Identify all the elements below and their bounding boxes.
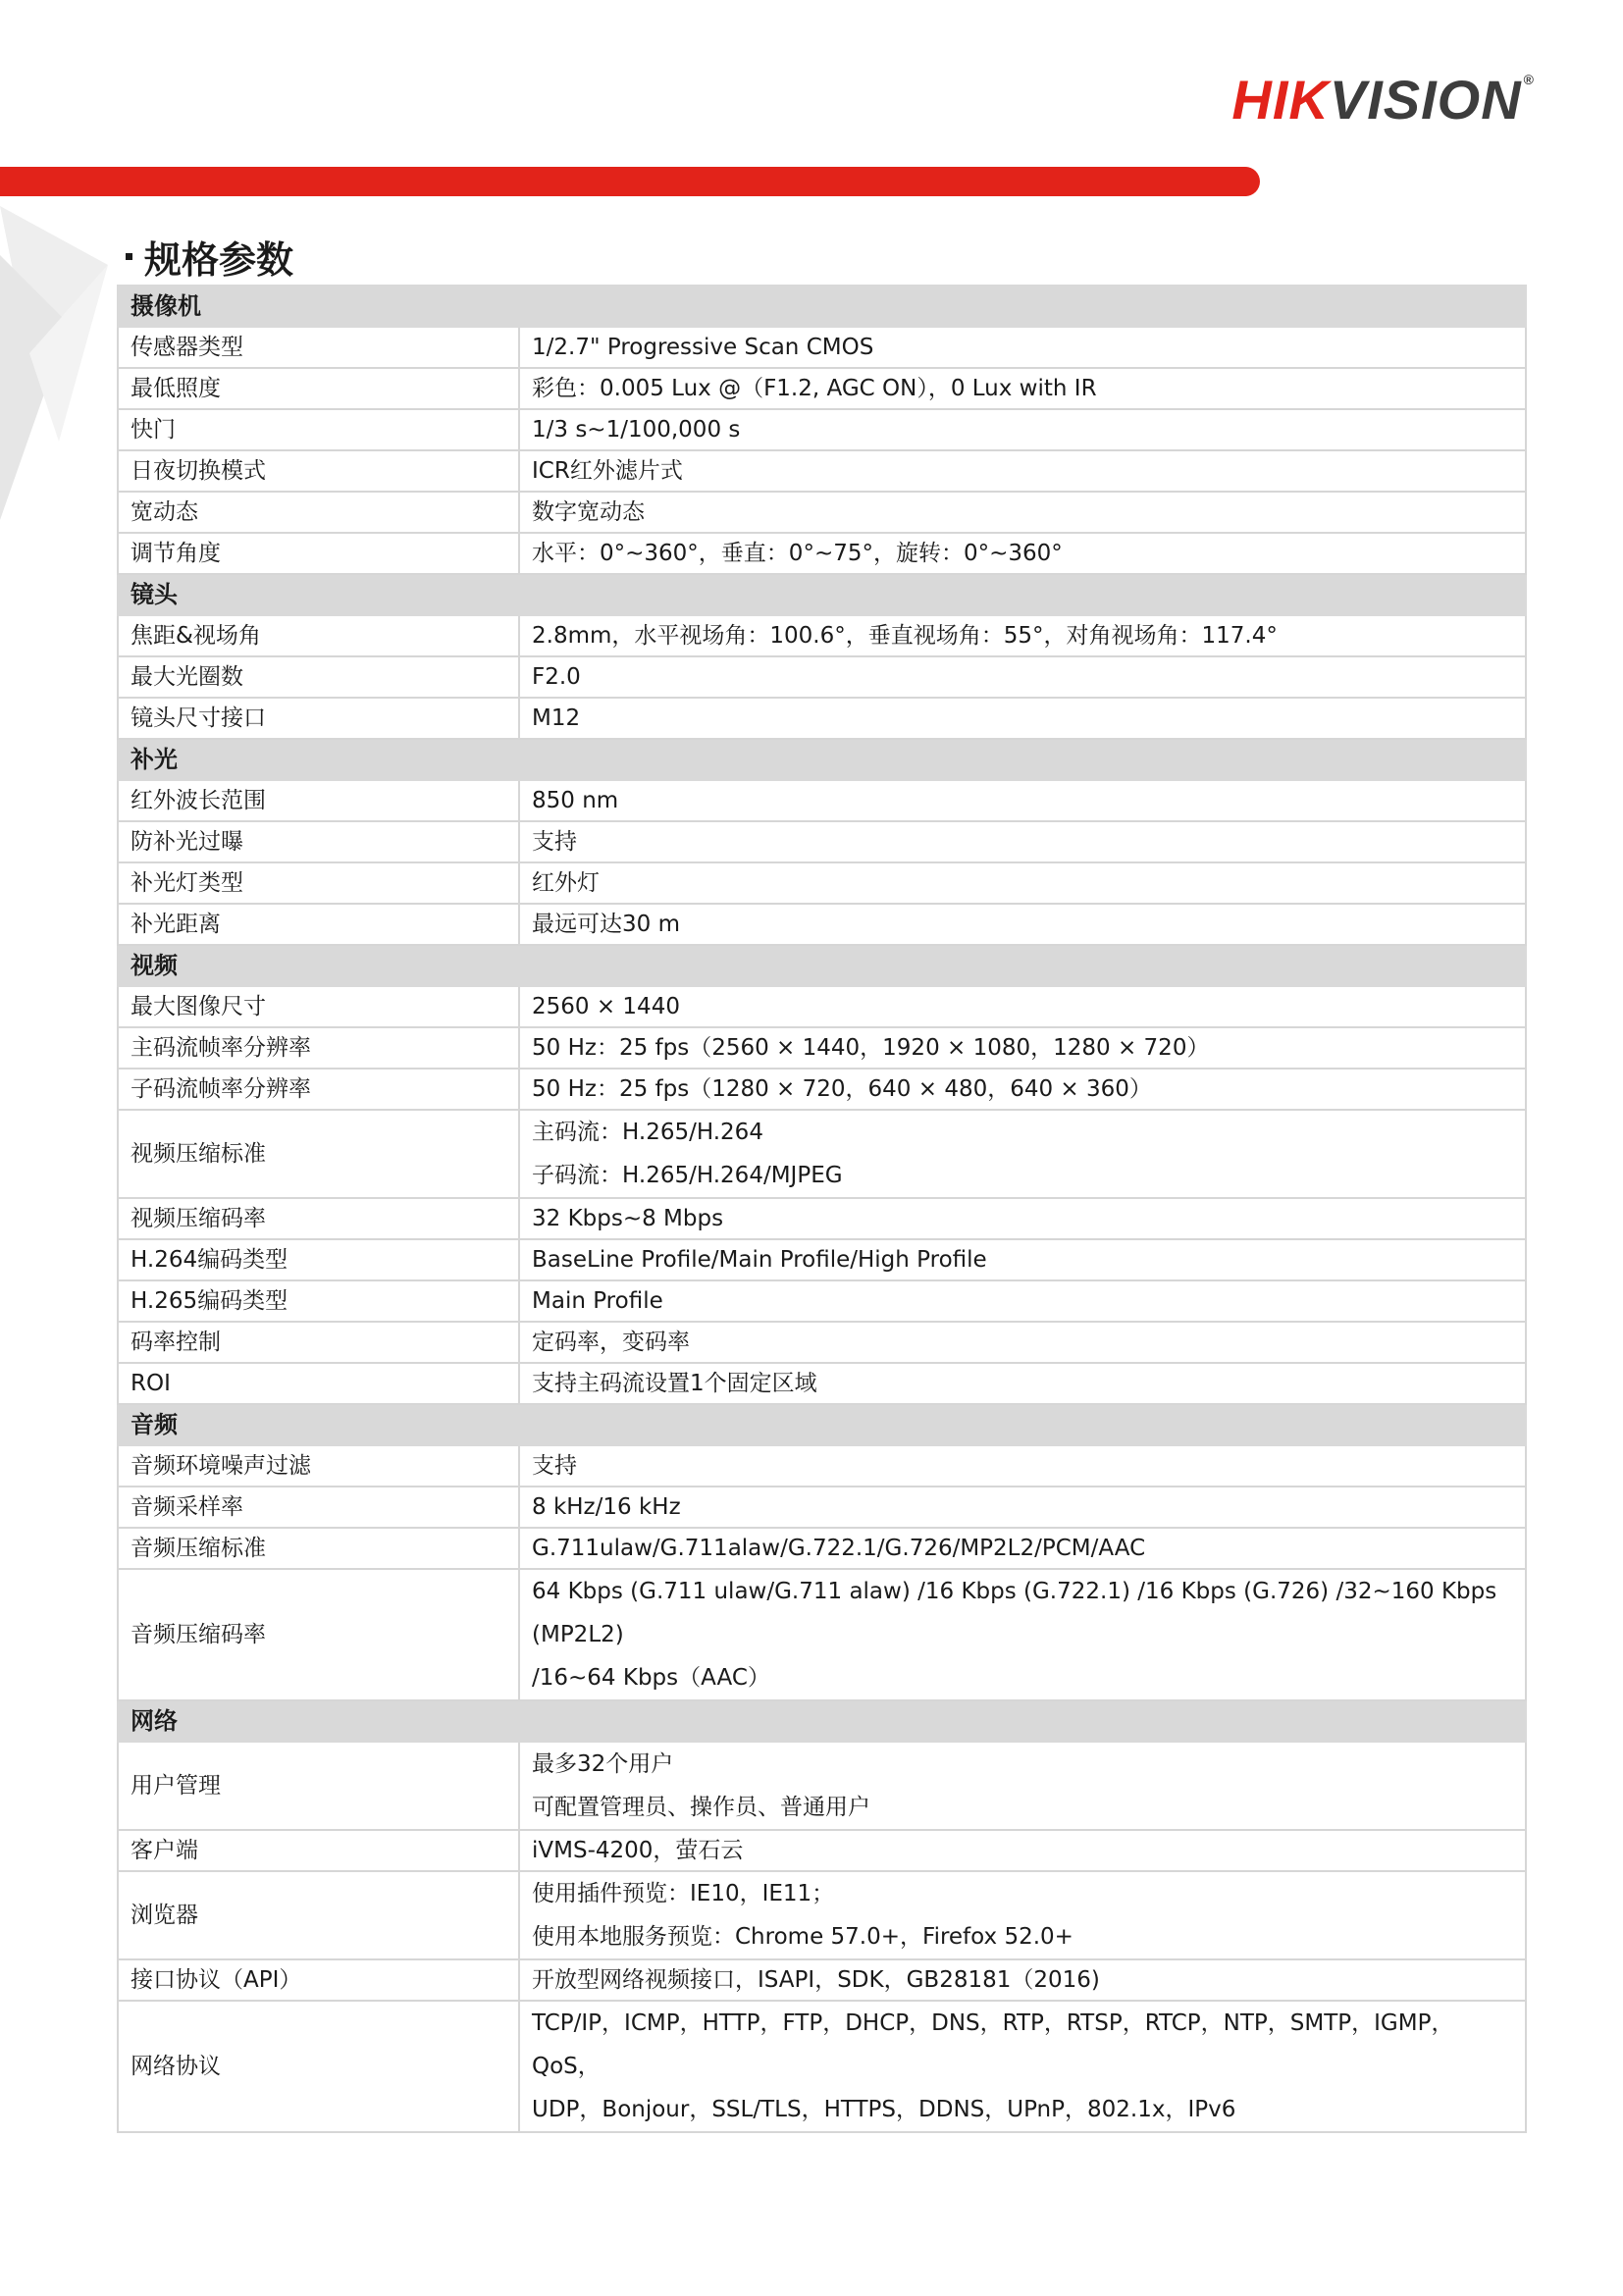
spec-row — [118, 1280, 1526, 1322]
spec-row — [118, 492, 1526, 533]
spec-value-line: 最远可达30 m — [532, 911, 680, 937]
spec-value — [519, 1027, 1526, 1069]
spec-value-line: 彩色：0.005 Lux @（F1.2, AGC ON），0 Lux with IR — [532, 375, 1097, 401]
spec-value — [519, 698, 1526, 739]
spec-value-line: M12 — [532, 704, 581, 731]
spec-value-line: 支持主码流设置1个固定区域 — [532, 1370, 817, 1396]
spec-value-line: 定码率，变码率 — [532, 1329, 690, 1355]
spec-value — [519, 1110, 1526, 1198]
spec-value-line: 8 kHz/16 kHz — [532, 1493, 681, 1520]
spec-value-line: 主码流：H.265/H.264 — [532, 1120, 763, 1145]
spec-value — [519, 450, 1526, 492]
spec-label: ROI — [118, 1363, 519, 1404]
spec-row — [118, 986, 1526, 1027]
spec-label: 传感器类型 — [118, 327, 519, 368]
spec-value-line: 1/2.7" Progressive Scan CMOS — [532, 334, 874, 360]
spec-label: 镜头尺寸接口 — [118, 698, 519, 739]
spec-group-title: 网络 — [118, 1700, 1526, 1742]
spec-value — [519, 492, 1526, 533]
spec-label: H.264编码类型 — [118, 1239, 519, 1280]
spec-label: 日夜切换模式 — [118, 450, 519, 492]
spec-value — [519, 1959, 1526, 2001]
spec-value — [519, 780, 1526, 821]
spec-value-line: UDP，Bonjour，SSL/TLS，HTTPS，DDNS，UPnP，802.1x，IPv6 — [532, 2097, 1236, 2122]
spec-row — [118, 1487, 1526, 1528]
spec-value — [519, 368, 1526, 409]
spec-label: 最大光圈数 — [118, 656, 519, 698]
spec-value-line: 850 nm — [532, 787, 619, 813]
spec-label: 音频压缩码率 — [118, 1569, 519, 1700]
spec-value — [519, 1830, 1526, 1871]
spec-group-header — [118, 286, 1526, 327]
spec-label: 补光距离 — [118, 904, 519, 945]
spec-value — [519, 1487, 1526, 1528]
spec-group-title: 视频 — [118, 945, 1526, 986]
spec-label: 用户管理 — [118, 1742, 519, 1830]
spec-label: 客户端 — [118, 1830, 519, 1871]
spec-group-header — [118, 1404, 1526, 1445]
spec-label: 最低照度 — [118, 368, 519, 409]
spec-value-line: 2.8mm，水平视场角：100.6°，垂直视场角：55°，对角视场角：117.4° — [532, 622, 1278, 649]
page-title — [126, 230, 293, 284]
spec-label: 焦距&视场角 — [118, 615, 519, 656]
spec-label: 最大图像尺寸 — [118, 986, 519, 1027]
spec-value — [519, 1239, 1526, 1280]
spec-value — [519, 615, 1526, 656]
spec-row — [118, 1363, 1526, 1404]
spec-value-line: 使用本地服务预览：Chrome 57.0+，Firefox 52.0+ — [532, 1924, 1073, 1950]
spec-label: 快门 — [118, 409, 519, 450]
spec-value-line: iVMS-4200，萤石云 — [532, 1837, 744, 1863]
spec-value-line: 1/3 s~1/100,000 s — [532, 416, 741, 443]
page-title-text: 规格参数 — [144, 238, 294, 282]
spec-row — [118, 1110, 1526, 1198]
spec-value-line: 红外灯 — [532, 869, 600, 896]
spec-row — [118, 327, 1526, 368]
spec-value-line: 最多32个用户 — [532, 1751, 674, 1777]
spec-row — [118, 698, 1526, 739]
spec-value — [519, 1445, 1526, 1487]
spec-label: H.265编码类型 — [118, 1280, 519, 1322]
spec-value — [519, 904, 1526, 945]
spec-value-line: 32 Kbps~8 Mbps — [532, 1205, 724, 1231]
spec-value-line: 子码流：H.265/H.264/MJPEG — [532, 1163, 843, 1188]
decorative-shards — [0, 196, 128, 530]
spec-value — [519, 656, 1526, 698]
spec-value-line: Main Profile — [532, 1287, 663, 1314]
spec-value-line: G.711ulaw/G.711alaw/G.722.1/G.726/MP2L2/PCM/AAC — [532, 1535, 1146, 1561]
spec-label: 视频压缩码率 — [118, 1198, 519, 1239]
spec-label: 补光灯类型 — [118, 862, 519, 904]
spec-value-line: F2.0 — [532, 663, 581, 690]
spec-label: 码率控制 — [118, 1322, 519, 1363]
spec-row — [118, 450, 1526, 492]
spec-label: 宽动态 — [118, 492, 519, 533]
spec-label: 网络协议 — [118, 2001, 519, 2132]
spec-value — [519, 1069, 1526, 1110]
spec-value-line: TCP/IP，ICMP，HTTP，FTP，DHCP，DNS，RTP，RTSP，RTCP，NTP，SMTP，IGMP，QoS， — [532, 2010, 1454, 2079]
spec-row — [118, 615, 1526, 656]
spec-label: 防补光过曝 — [118, 821, 519, 862]
spec-value-line: 使用插件预览：IE10，IE11； — [532, 1881, 835, 1906]
spec-row — [118, 1528, 1526, 1569]
hikvision-logo: HIKVISION ® — [1231, 69, 1535, 130]
spec-value-line: 数字宽动态 — [532, 498, 645, 525]
spec-row — [118, 1871, 1526, 1959]
spec-row — [118, 1069, 1526, 1110]
spec-value — [519, 1528, 1526, 1569]
spec-group-title: 镜头 — [118, 574, 1526, 615]
spec-value — [519, 533, 1526, 574]
spec-value-line: 支持 — [532, 828, 577, 855]
spec-row — [118, 1742, 1526, 1830]
spec-label: 调节角度 — [118, 533, 519, 574]
spec-value — [519, 1280, 1526, 1322]
spec-value — [519, 327, 1526, 368]
spec-label: 视频压缩标准 — [118, 1110, 519, 1198]
spec-label: 红外波长范围 — [118, 780, 519, 821]
spec-row — [118, 1959, 1526, 2001]
spec-label: 子码流帧率分辨率 — [118, 1069, 519, 1110]
spec-value — [519, 821, 1526, 862]
spec-group-header — [118, 945, 1526, 986]
spec-group-header — [118, 1700, 1526, 1742]
spec-value-line: 50 Hz：25 fps（2560 × 1440，1920 × 1080，1280 × 720） — [532, 1034, 1210, 1061]
spec-label: 主码流帧率分辨率 — [118, 1027, 519, 1069]
spec-value — [519, 2001, 1526, 2132]
spec-row — [118, 780, 1526, 821]
spec-row — [118, 656, 1526, 698]
spec-value — [519, 1871, 1526, 1959]
spec-value-line: 支持 — [532, 1452, 577, 1479]
spec-value-line: BaseLine Profile/Main Profile/High Profile — [532, 1246, 987, 1273]
spec-row — [118, 1239, 1526, 1280]
spec-value-line: 水平：0°~360°，垂直：0°~75°，旋转：0°~360° — [532, 540, 1063, 566]
spec-value-line: /16~64 Kbps（AAC） — [532, 1665, 770, 1691]
spec-value-line: 开放型网络视频接口，ISAPI，SDK，GB28181（2016) — [532, 1966, 1100, 1993]
spec-value — [519, 1198, 1526, 1239]
spec-row — [118, 1830, 1526, 1871]
title-bullet — [126, 253, 132, 260]
spec-value — [519, 409, 1526, 450]
spec-table — [117, 285, 1527, 2133]
spec-value — [519, 986, 1526, 1027]
spec-row — [118, 2001, 1526, 2132]
spec-row — [118, 1027, 1526, 1069]
spec-value-line: 可配置管理员、操作员、普通用户 — [532, 1795, 870, 1820]
spec-row — [118, 368, 1526, 409]
spec-label: 音频压缩标准 — [118, 1528, 519, 1569]
spec-row — [118, 862, 1526, 904]
spec-group-header — [118, 574, 1526, 615]
spec-value — [519, 1322, 1526, 1363]
spec-value — [519, 1363, 1526, 1404]
spec-value-line: 64 Kbps (G.711 ulaw/G.711 alaw) /16 Kbps (G.722.1) /16 Kbps (G.726) /32~160 Kbps (MP2L2) — [532, 1579, 1497, 1647]
spec-label: 音频环境噪声过滤 — [118, 1445, 519, 1487]
spec-row — [118, 409, 1526, 450]
spec-row — [118, 1322, 1526, 1363]
spec-label: 浏览器 — [118, 1871, 519, 1959]
spec-group-title: 摄像机 — [118, 286, 1526, 327]
spec-row — [118, 533, 1526, 574]
spec-group-header — [118, 739, 1526, 780]
spec-value-line: 2560 × 1440 — [532, 993, 680, 1019]
spec-value — [519, 1569, 1526, 1700]
spec-label: 音频采样率 — [118, 1487, 519, 1528]
spec-group-title: 补光 — [118, 739, 1526, 780]
spec-row — [118, 821, 1526, 862]
spec-row — [118, 1198, 1526, 1239]
spec-value-line: 50 Hz：25 fps（1280 × 720，640 × 480，640 × 360） — [532, 1075, 1152, 1102]
spec-value-line: ICR红外滤片式 — [532, 457, 683, 484]
spec-row — [118, 904, 1526, 945]
spec-label: 接口协议（API） — [118, 1959, 519, 2001]
spec-value — [519, 862, 1526, 904]
spec-value — [519, 1742, 1526, 1830]
header-accent-bar — [0, 167, 1260, 196]
spec-row — [118, 1569, 1526, 1700]
spec-row — [118, 1445, 1526, 1487]
spec-group-title: 音频 — [118, 1404, 1526, 1445]
